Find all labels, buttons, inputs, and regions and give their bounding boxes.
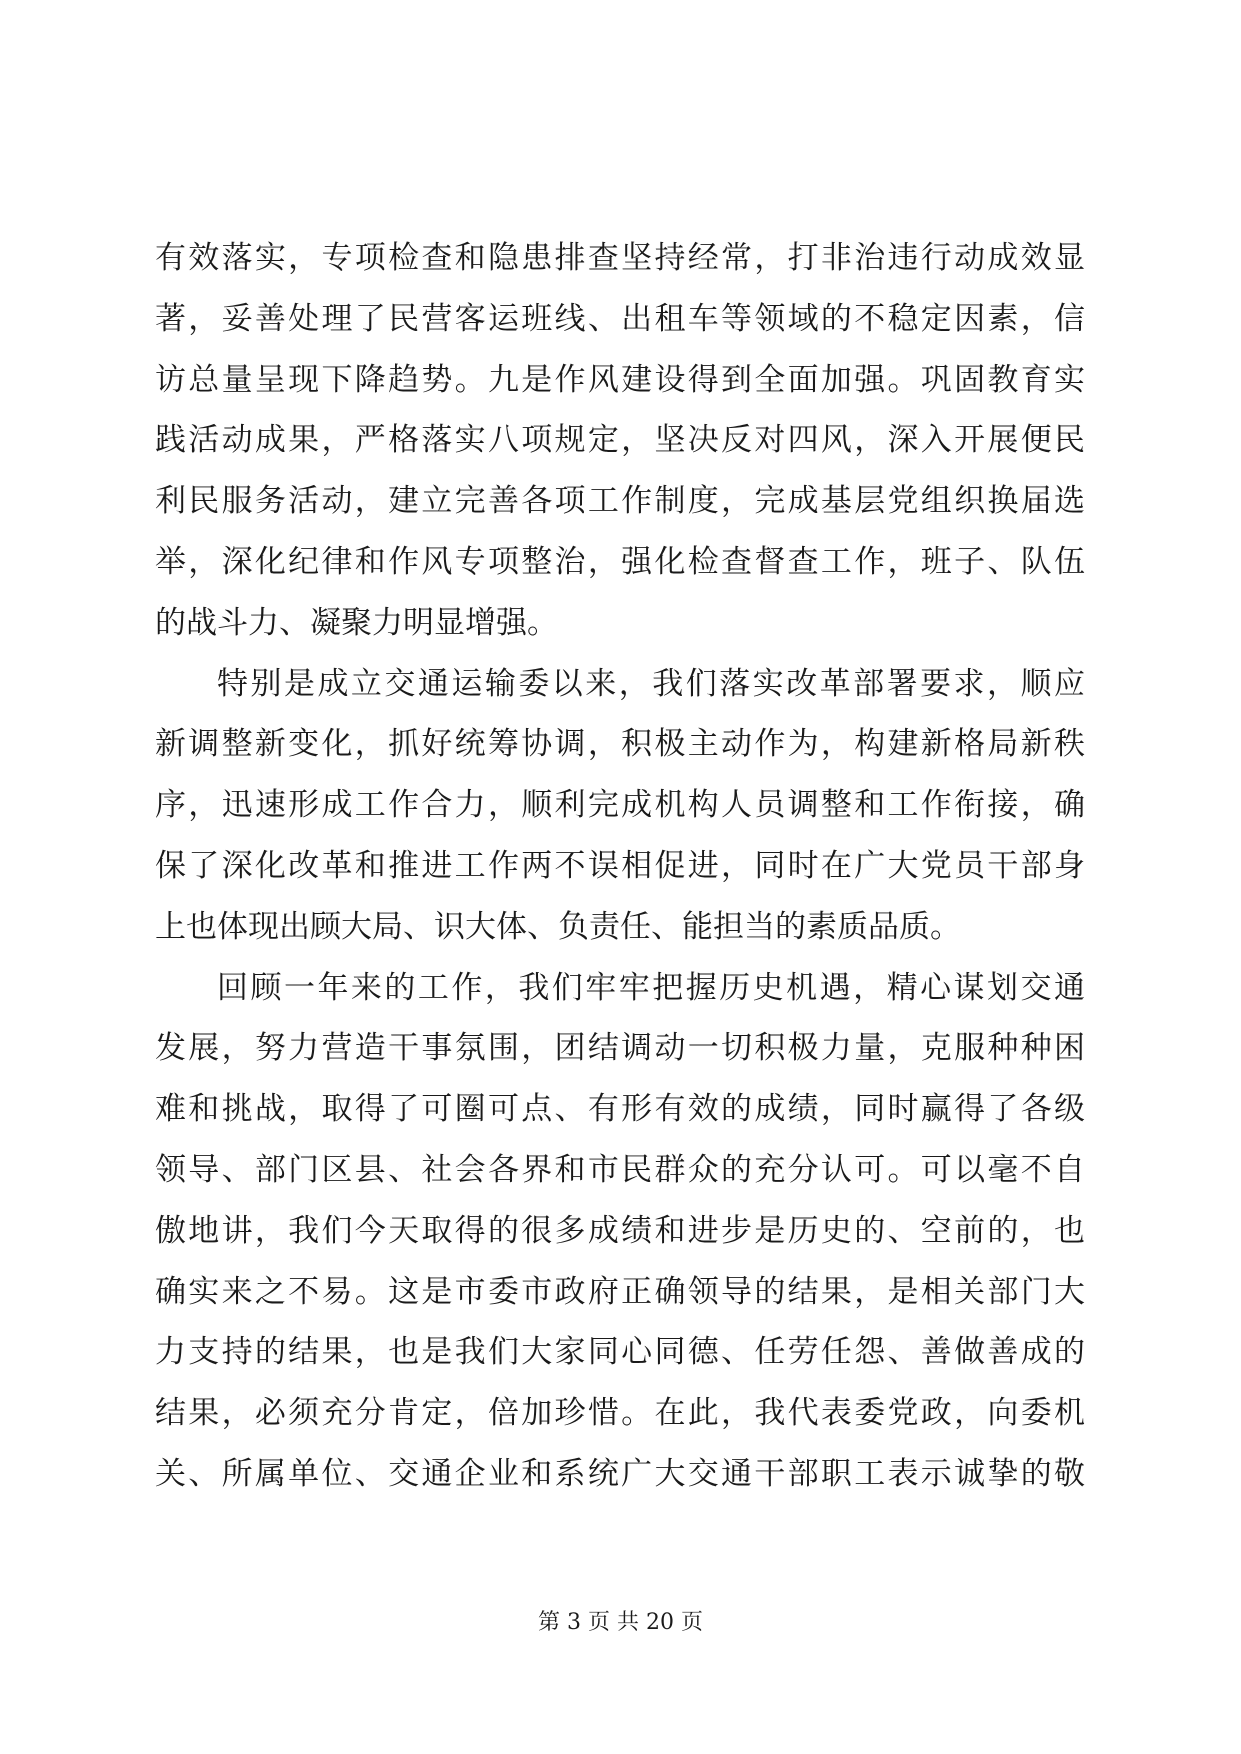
text-line: 回顾一年来的工作，我们牢牢把握历史机遇，精心谋划交通: [217, 969, 1085, 1006]
text-line: 访总量呈现下降趋势。九是作风建设得到全面加强。巩固教育实: [155, 361, 1085, 398]
text-line: 傲地讲，我们今天取得的很多成绩和进步是历史的、空前的，也: [155, 1212, 1085, 1249]
text-line: 新调整新变化，抓好统筹协调，积极主动作为，构建新格局新秩: [155, 726, 1085, 763]
text-line: 结果，必须充分肯定，倍加珍惜。在此，我代表委党政，向委机: [155, 1395, 1085, 1432]
text-line: 序，迅速形成工作合力，顺利完成机构人员调整和工作衔接，确: [155, 787, 1085, 824]
text-line: 关、所属单位、交通企业和系统广大交通干部职工表示诚挚的敬: [155, 1455, 1085, 1492]
text-line: 难和挑战，取得了可圈可点、有形有效的成绩，同时赢得了各级: [155, 1091, 1085, 1128]
text-line: 利民服务活动，建立完善各项工作制度，完成基层党组织换届选: [155, 483, 1085, 520]
page-footer: [0, 1608, 1241, 1638]
text-line: 举，深化纪律和作风专项整治，强化检查督查工作，班子、队伍: [155, 543, 1085, 580]
text-line: 发展，努力营造干事氛围，团结调动一切积极力量，克服种种困: [155, 1030, 1085, 1067]
text-line: 的战斗力、凝聚力明显增强。: [155, 604, 558, 641]
text-line: 著，妥善处理了民营客运班线、出租车等领域的不稳定因素，信: [155, 300, 1085, 337]
paragraph-1: [155, 228, 1085, 654]
text-line: 特别是成立交通运输委以来，我们落实改革部署要求，顺应: [217, 665, 1085, 702]
text-line: 力支持的结果，也是我们大家同心同德、任劳任怨、善做善成的: [155, 1334, 1085, 1371]
text-line: 保了深化改革和推进工作两不误相促进，同时在广大党员干部身: [155, 847, 1085, 884]
text-line: 领导、部门区县、社会各界和市民群众的充分认可。可以毫不自: [155, 1151, 1085, 1188]
document-body: [155, 228, 1085, 1505]
text-line: 有效落实，专项检查和隐患排查坚持经常，打非治违行动成效显: [155, 240, 1085, 276]
page-number: 第 3 页 共 20 页: [538, 1610, 703, 1635]
text-line: 践活动成果，严格落实八项规定，坚决反对四风，深入开展便民: [155, 422, 1085, 459]
text-line: 确实来之不易。这是市委市政府正确领导的结果，是相关部门大: [155, 1273, 1085, 1310]
paragraph-2: [155, 654, 1085, 958]
text-line: 上也体现出顾大局、识大体、负责任、能担当的素质品质。: [155, 908, 961, 945]
paragraph-3: [155, 958, 1085, 1505]
